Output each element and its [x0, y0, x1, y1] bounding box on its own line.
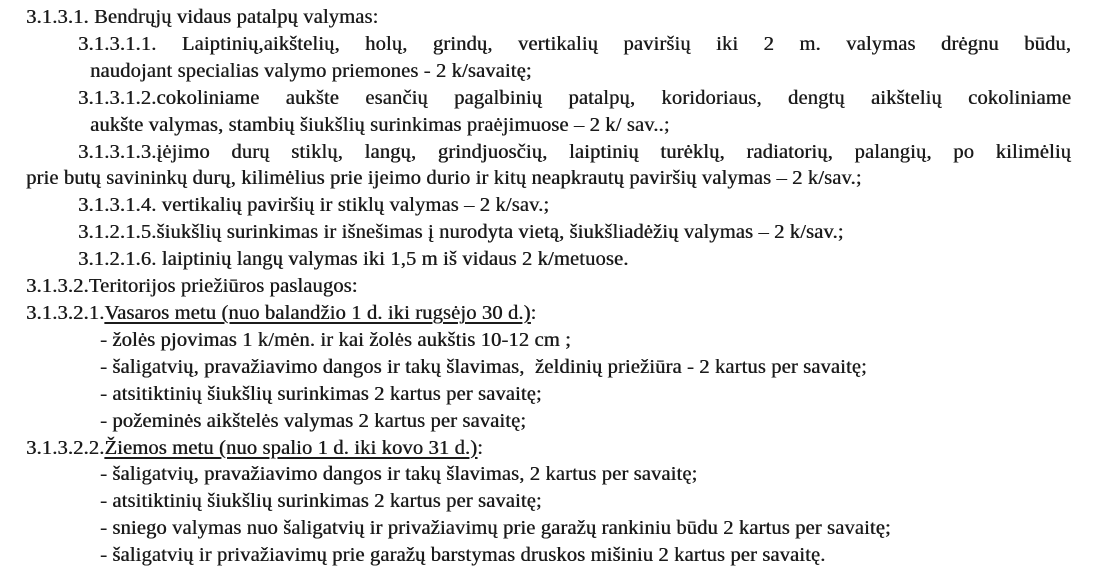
document-line: 3.1.3.1. Bendrųjų vidaus patalpų valymas:: [26, 6, 379, 28]
heading-text: :: [530, 301, 537, 324]
heading-text: 3.1.3.2.2.: [26, 436, 105, 459]
document-line: 3.1.3.1.2.cokoliniame aukšte esančių pagalbinių patalpų, koridoriaus, dengtų aikštelių cokoliniame: [78, 86, 1071, 109]
document-line: 3.1.3.1.4. vertikalių paviršių ir stiklų valymas – 2 k/sav.;: [78, 194, 550, 217]
document-line: - šaligatvių, pravažiavimo dangos ir takų šlavimas, želdinių priežiūra - 2 kartus per savaitę;: [100, 355, 867, 378]
document-line: - požeminės aikštelės valymas 2 kartus per savaitę;: [100, 409, 527, 432]
document-line: - sniego valymas nuo šaligatvių ir privažiavimų prie garažų rankiniu būdu 2 kartus per savaitę;: [100, 517, 891, 540]
document-line: prie butų savininkų durų, kilimėlius prie ijeimo durio ir kitų neapkrautų paviršių valymas – 2 k/sav.;: [26, 167, 862, 190]
document-line: - šaligatvių ir privažiavimų prie garažų barstymas druskos mišiniu 2 kartus per savaitę.: [100, 544, 826, 567]
document-line: - atsitiktinių šiukšlių surinkimas 2 kartus per savaitę;: [100, 382, 542, 405]
heading-text: :: [477, 436, 483, 459]
document-line: [26, 435, 1071, 462]
document-line: 3.1.2.1.6. laiptinių langų valymas iki 1,5 m iš vidaus 2 k/metuose.: [78, 248, 629, 271]
document-line: aukšte valymas, stambių šiukšlių surinkimas praėjimuose – 2 k/ sav..;: [90, 113, 670, 136]
underlined-heading: Žiemos metu (nuo spalio 1 d. iki kovo 31 d.): [104, 436, 478, 459]
document-line: [26, 300, 1071, 327]
document-line: 3.1.2.1.5.šiukšlių surinkimas ir išnešimas į nurodyta vietą, šiukšliadėžių valymas – 2 k/sav.;: [78, 221, 844, 244]
underlined-heading: Vasaros metu (nuo balandžio 1 d. iki rugsėjo 30 d.): [104, 301, 531, 324]
document-line: naudojant specialias valymo priemones - 2 k/savaitę;: [90, 59, 532, 82]
document-line: - šaligatvių, pravažiavimo dangos ir takų šlavimas, 2 kartus per savaitę;: [100, 463, 698, 486]
document-line: - žolės pjovimas 1 k/mėn. ir kai žolės aukštis 10-12 cm ;: [100, 328, 571, 351]
document-line: - atsitiktinių šiukšlių surinkimas 2 kartus per savaitę;: [100, 490, 542, 513]
document-line: 3.1.3.1.3.įėjimo durų stiklų, langų, grindjuosčių, laiptinių turėklų, radiatorių, palangių, po kilimėlių: [78, 140, 1071, 163]
document-line: 3.1.3.1.1. Laiptinių,aikštelių, holų, grindų, vertikalių paviršių iki 2 m. valymas drėgnu būdu,: [78, 32, 1071, 55]
document-line: 3.1.3.2.Teritorijos priežiūros paslaugos:: [26, 275, 358, 298]
heading-text: 3.1.3.2.1.: [26, 301, 105, 324]
